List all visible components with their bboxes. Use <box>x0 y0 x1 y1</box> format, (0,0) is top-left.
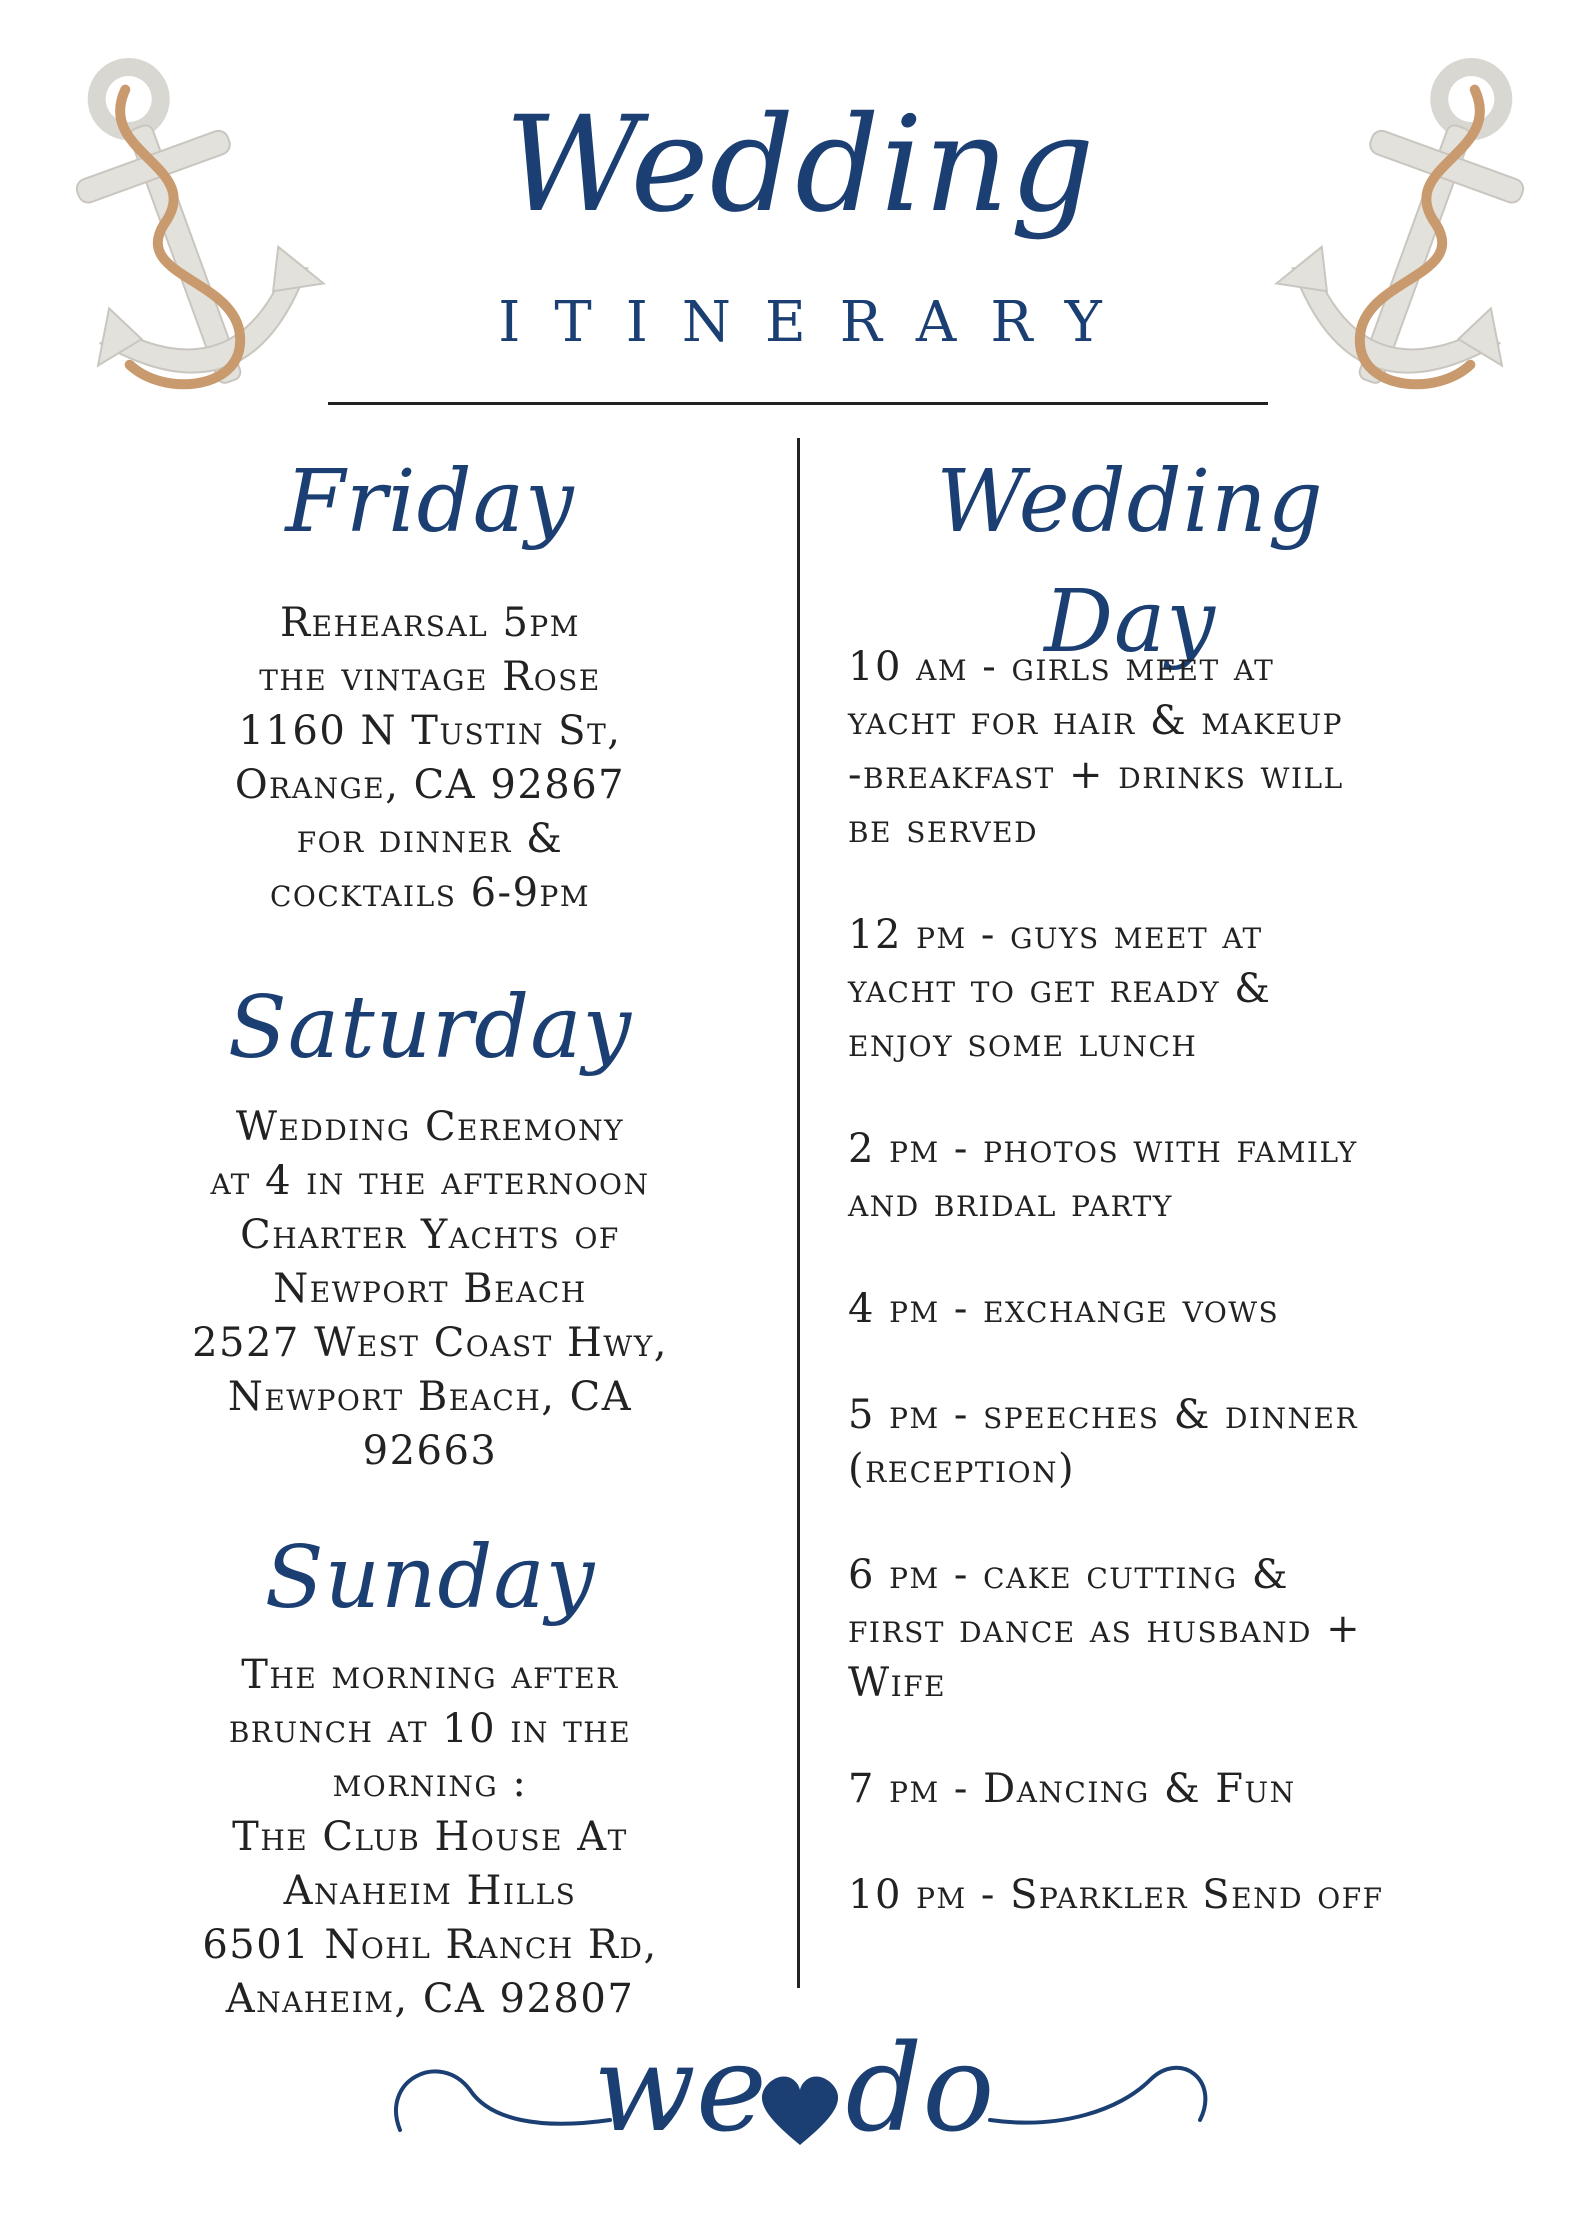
sunday-line: Anaheim Hills <box>283 1868 577 1914</box>
sunday-line: Anaheim, CA 92807 <box>225 1976 635 2022</box>
saturday-line: at 4 in the afternoon <box>210 1158 650 1204</box>
wedding-day-schedule <box>848 640 1488 1974</box>
friday-line: 1160 N Tustin St, <box>238 708 622 754</box>
saturday-line: Wedding Ceremony <box>235 1104 625 1150</box>
saturday-line: Newport Beach <box>273 1266 587 1312</box>
friday-line: cocktails 6-9pm <box>269 870 591 916</box>
saturday-line: Newport Beach, CA <box>227 1374 633 1420</box>
heart-icon <box>762 2077 838 2145</box>
title-script: Wedding <box>504 88 1096 242</box>
friday-line: for dinner & <box>296 816 564 862</box>
schedule-line: be served <box>848 806 1039 852</box>
sunday-details <box>130 1648 730 2026</box>
sunday-line: brunch at 10 in the <box>228 1706 632 1752</box>
schedule-line: 12 pm - guys meet at <box>848 912 1263 958</box>
schedule-line: yacht for hair & makeup <box>848 698 1343 744</box>
schedule-entry <box>848 1388 1488 1496</box>
saturday-details <box>130 1100 730 1478</box>
schedule-line: Wife <box>848 1660 947 1706</box>
schedule-line: first dance as husband + <box>848 1606 1362 1652</box>
wedding-day-heading: Wedding Day <box>936 452 1324 672</box>
schedule-line: 7 pm - Dancing & Fun <box>848 1766 1296 1812</box>
schedule-line: (reception) <box>848 1446 1076 1492</box>
schedule-line: 10 pm - Sparkler Send off <box>848 1872 1384 1918</box>
schedule-entry <box>848 1122 1488 1230</box>
friday-line: the vintage Rose <box>259 654 601 700</box>
sunday-heading: Sunday <box>264 1528 596 1628</box>
friday-heading: Friday <box>285 452 575 552</box>
saturday-heading: Saturday <box>227 978 633 1078</box>
friday-line: Orange, CA 92867 <box>234 762 626 808</box>
schedule-entry <box>848 908 1488 1070</box>
schedule-line: 4 pm - exchange vows <box>848 1286 1280 1332</box>
friday-line: Rehearsal 5pm <box>280 600 580 646</box>
schedule-line: -breakfast + drinks will <box>848 752 1344 798</box>
schedule-entry <box>848 1762 1488 1816</box>
anchor-icon-right <box>1270 40 1570 440</box>
schedule-entry <box>848 640 1488 856</box>
schedule-entry <box>848 1282 1488 1336</box>
friday-details <box>130 596 730 920</box>
vertical-divider <box>797 438 800 1988</box>
schedule-entry <box>848 1868 1488 1922</box>
do-text: do <box>845 2020 995 2159</box>
schedule-line: 10 am - girls meet at <box>848 644 1275 690</box>
we-text: we <box>593 2020 767 2159</box>
title-itinerary: ITINERARY <box>498 290 1136 355</box>
schedule-entry <box>848 1548 1488 1710</box>
we-do-signature <box>380 1980 1220 2180</box>
sunday-line: The morning after <box>241 1652 619 1698</box>
saturday-line: 2527 West Coast Hwy, <box>192 1320 668 1366</box>
schedule-line: 2 pm - photos with family <box>848 1126 1358 1172</box>
anchor-icon-left <box>30 40 330 440</box>
schedule-line: and bridal party <box>848 1180 1173 1226</box>
saturday-line: 92663 <box>362 1428 498 1474</box>
saturday-line: Charter Yachts of <box>240 1212 620 1258</box>
sunday-line: 6501 Nohl Ranch Rd, <box>202 1922 658 1968</box>
schedule-line: yacht to get ready & <box>848 966 1272 1012</box>
sunday-line: The Club House At <box>232 1814 628 1860</box>
sunday-line: morning : <box>332 1760 528 1806</box>
schedule-line: 6 pm - cake cutting & <box>848 1552 1289 1598</box>
horizontal-divider <box>328 402 1268 405</box>
schedule-line: 5 pm - speeches & dinner <box>848 1392 1359 1438</box>
schedule-line: enjoy some lunch <box>848 1020 1198 1066</box>
